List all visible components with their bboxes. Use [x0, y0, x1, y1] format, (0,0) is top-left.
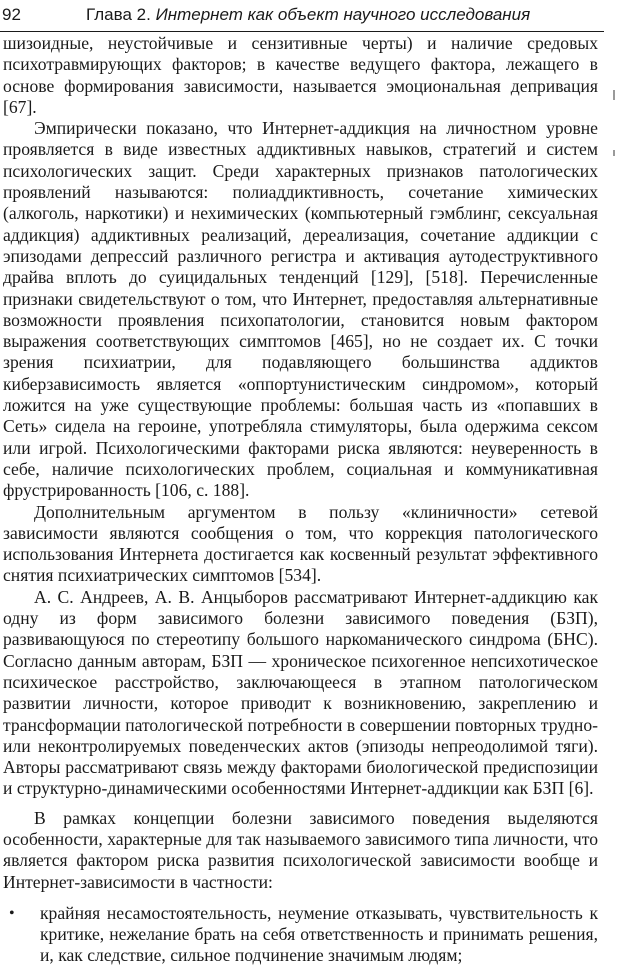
chapter-title: Интернет как объект научного исследования: [155, 5, 531, 24]
paragraph: Эмпирически показано, что Интернет-аддикция на личностном уровне проявляется в виде известных аддиктивных навыков, стратегий и систем психологических защит. Среди характерных признаков патологических проявлений называются: полиаддиктивность, сочетание химических (алкоголь, наркотики) и нехимических (компьютерный гэмблинг, сексуальная аддикция) аддиктивных реализаций, дереализация, сочетание аддикции с эпизодами депрессий различного регистра и активация аутодеструктивного драйва вплоть до суицидальных тенденций [129], [518]. Перечисленные признаки свидетельствуют о том, что Интернет, предоставляя альтернативные возможности проявления психопатологии, становится новым фактором выражения соответствующих симптомов [465], но не создает их. С точки зрения психиатрии, для подавляющего большинства аддиктов киберзависимость является «оппортунистическим синдромом», который ложится на уже существующие проблемы: большая часть из «попавших в Сеть» сидела на героине, употребляла стимуляторы, была одержима сексом или игрой. Психологическими факторами риска являются: неуверенность в себе, наличие психологических проблем, социальная и коммуникативная фрустрированность [106, с. 188].: [3, 118, 598, 501]
page-number: 92: [2, 5, 21, 24]
list-item: [3, 903, 598, 967]
chapter-label: Глава 2.: [86, 5, 151, 24]
running-header: [2, 4, 602, 28]
paragraph: В рамках концепции болезни зависимого поведения выделяются особенности, характерные для так называемого зависимого типа личности, что является фактором риска развития психологической зависимости вообще и Интернет-зависимости в частности:: [3, 807, 598, 892]
scan-edge-marks: [611, 60, 620, 460]
header-rule: [0, 31, 604, 32]
bullet-icon: •: [9, 904, 15, 922]
body-text: [3, 33, 598, 967]
scan-edge-mark: [613, 150, 615, 156]
paragraph: Дополнительным аргументом в пользу «клиничности» сетевой зависимости являются сообщения о том, что коррекция патологического использования Интернета достигается как косвенный результат эффективного снятия психиатрических симптомов [534].: [3, 501, 598, 586]
scan-edge-mark: [613, 90, 615, 100]
paragraph-continued: шизоидные, неустойчивые и сензитивные черты) и наличие средовых психотравмирующих факторов; в качестве ведущего фактора, лежащего в основе формирования зависимости, называется эмоциональная депривация [67].: [3, 33, 598, 117]
list-item-text: крайняя несамостоятельность, неумение отказывать, чувствительность к критике, нежелание брать на себя ответственность и принимать решения, и, как следствие, сильное подчинение значимым людям;: [40, 902, 598, 966]
paragraph: А. С. Андреев, А. В. Анцыборов рассматривают Интернет-аддикцию как одну из форм зависимого болезни зависимого поведения (БЗП), развивающуюся по стереотипу большого наркоманического синдрома (БНС). Согласно данным авторам, БЗП — хроническое психогенное непсихотическое психическое расстройство, заключающееся в этапном патологическом развитии личности, которое приводит к возникновению, закреплению и трансформации патологической потребности в совершении повторных трудно- или неконтролируемых поведенческих актов (эпизоды непреодолимой тяги). Авторы рассматривают связь между факторами биологической предиспозиции и структурно-динамическими особенностями Интернет-аддикции как БЗП [6].: [3, 586, 598, 799]
bullet-list: [3, 903, 598, 967]
